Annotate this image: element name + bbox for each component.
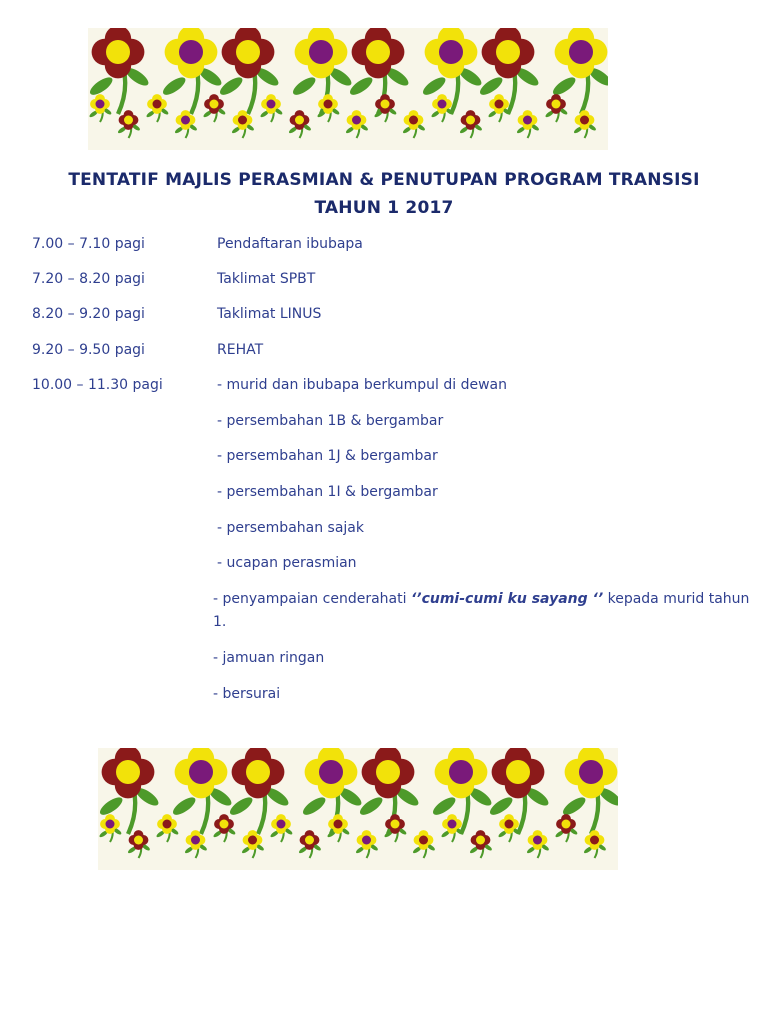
flower-banner-top [88,28,608,150]
flower-banner-bottom [98,748,618,870]
schedule-time: 8.20 – 9.20 pagi [32,306,145,322]
program-item: - persembahan 1I & bergambar [217,484,438,500]
flower-border-illustration [98,748,618,870]
program-item: - jamuan ringan [213,650,325,666]
schedule-activity: - murid dan ibubapa berkumpul di dewan [217,377,507,393]
program-item: - persembahan 1B & bergambar [217,413,444,429]
gift-item [213,591,749,607]
program-item: - ucapan perasmian [217,555,357,571]
schedule-activity: Taklimat SPBT [217,271,316,287]
schedule-time: 10.00 – 11.30 pagi [32,377,163,393]
gift-item-prefix: - penyampaian cenderahati [213,591,411,607]
program-item: - persembahan 1J & bergambar [217,448,438,464]
schedule-activity: Pendaftaran ibubapa [217,236,363,252]
gift-open-quote: ‘’ [410,591,422,607]
program-item: - bersurai [213,686,281,702]
schedule-time: 7.20 – 8.20 pagi [32,271,145,287]
document-subtitle: TAHUN 1 2017 [314,198,454,218]
schedule-activity: REHAT [217,342,264,358]
schedule-time: 7.00 – 7.10 pagi [32,236,145,252]
gift-highlight: cumi-cumi ku sayang [421,591,588,607]
schedule-time: 9.20 – 9.50 pagi [32,342,145,358]
gift-close-quote: ‘’ [587,591,604,607]
flower-border-illustration [88,28,608,150]
gift-item-continuation: 1. [213,614,227,630]
schedule-activity: Taklimat LINUS [217,306,322,322]
gift-item-suffix: kepada murid tahun [603,591,750,607]
program-item: - persembahan sajak [217,520,364,536]
document-title: TENTATIF MAJLIS PERASMIAN & PENUTUPAN PROGRAM TRANSISI [68,170,700,190]
